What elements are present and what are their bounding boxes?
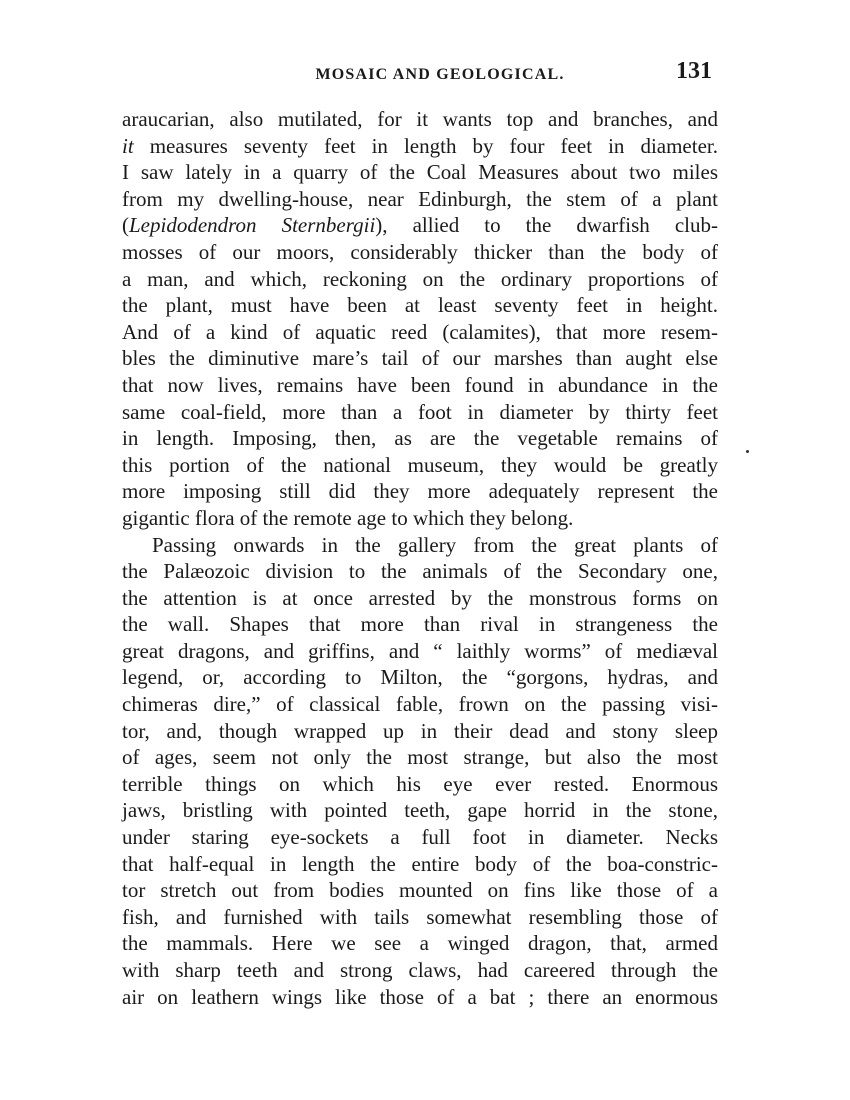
text-line: tor stretch out from bodies mounted on fins like those of a — [122, 878, 718, 903]
text-line: tor, and, though wrapped up in their dead and stony sleep — [122, 718, 718, 743]
running-title: MOSAIC AND GEOLOGICAL. — [315, 66, 565, 83]
text-line: legend, or, according to Milton, the “gorgons, hydras, and — [122, 665, 718, 690]
text-line: bles the diminutive mare’s tail of our marshes than aught else — [122, 346, 718, 371]
text-line: the plant, must have been at least seventy feet in height. — [122, 293, 718, 318]
text-line: in length. Imposing, then, as are the vegetable remains of — [122, 426, 718, 451]
running-head — [122, 58, 718, 88]
text-line: Passing onwards in the gallery from the great plants of — [152, 532, 718, 557]
text-line: terrible things on which his eye ever rested. Enormous — [122, 771, 718, 796]
paragraph-2 — [122, 532, 718, 1011]
text-line: same coal-field, more than a foot in diameter by thirty feet — [122, 399, 718, 424]
text-line: chimeras dire,” of classical fable, frown on the passing visi- — [122, 692, 718, 717]
text-line: that now lives, remains have been found in abundance in the — [122, 372, 718, 397]
text-line: more imposing still did they more adequately represent the — [122, 479, 718, 504]
paragraph-1 — [122, 106, 718, 532]
text-line: (Lepidodendron Sternbergii), allied to the dwarfish club- — [122, 213, 718, 238]
text-line: this portion of the national museum, they would be greatly — [122, 452, 718, 477]
text-line: of ages, seem not only the most strange, but also the most — [122, 745, 718, 770]
text-line: the mammals. Here we see a winged dragon, that, armed — [122, 931, 718, 956]
text-line: mosses of our moors, considerably thicker than the body of — [122, 239, 718, 264]
text-line: under staring eye-sockets a full foot in diameter. Necks — [122, 825, 718, 850]
text-line: great dragons, and griffins, and “ laithly worms” of mediæval — [122, 638, 718, 663]
text-line: the attention is at once arrested by the monstrous forms on — [122, 585, 718, 610]
text-line: I saw lately in a quarry of the Coal Measures about two miles — [122, 160, 718, 185]
text-line: araucarian, also mutilated, for it wants top and branches, and — [122, 107, 718, 131]
text-line: the Palæozoic division to the animals of the Secondary one, — [122, 559, 718, 584]
text-line: air on leathern wings like those of a bat ; there an enormous — [122, 984, 718, 1009]
text-line: the wall. Shapes that more than rival in strangeness the — [122, 612, 718, 637]
text-line: a man, and which, reckoning on the ordinary proportions of — [122, 266, 718, 291]
text-line: And of a kind of aquatic reed (calamites), that more resem- — [122, 319, 718, 344]
text-line: that half-equal in length the entire body of the boa-constric- — [122, 851, 718, 876]
text-line: jaws, bristling with pointed teeth, gape horrid in the stone, — [122, 798, 718, 823]
body-text — [122, 106, 718, 1010]
text-line: gigantic flora of the remote age to which they belong. — [122, 505, 574, 530]
text-line: with sharp teeth and strong claws, had careered through the — [122, 958, 718, 982]
text-line: fish, and furnished with tails somewhat resembling those of — [122, 904, 718, 929]
ink-speck — [746, 450, 749, 453]
text-line: from my dwelling-house, near Edinburgh, the stem of a plant — [122, 186, 718, 211]
page-number: 131 — [676, 58, 712, 84]
text-line: it measures seventy feet in length by four feet in diameter. — [122, 133, 718, 158]
